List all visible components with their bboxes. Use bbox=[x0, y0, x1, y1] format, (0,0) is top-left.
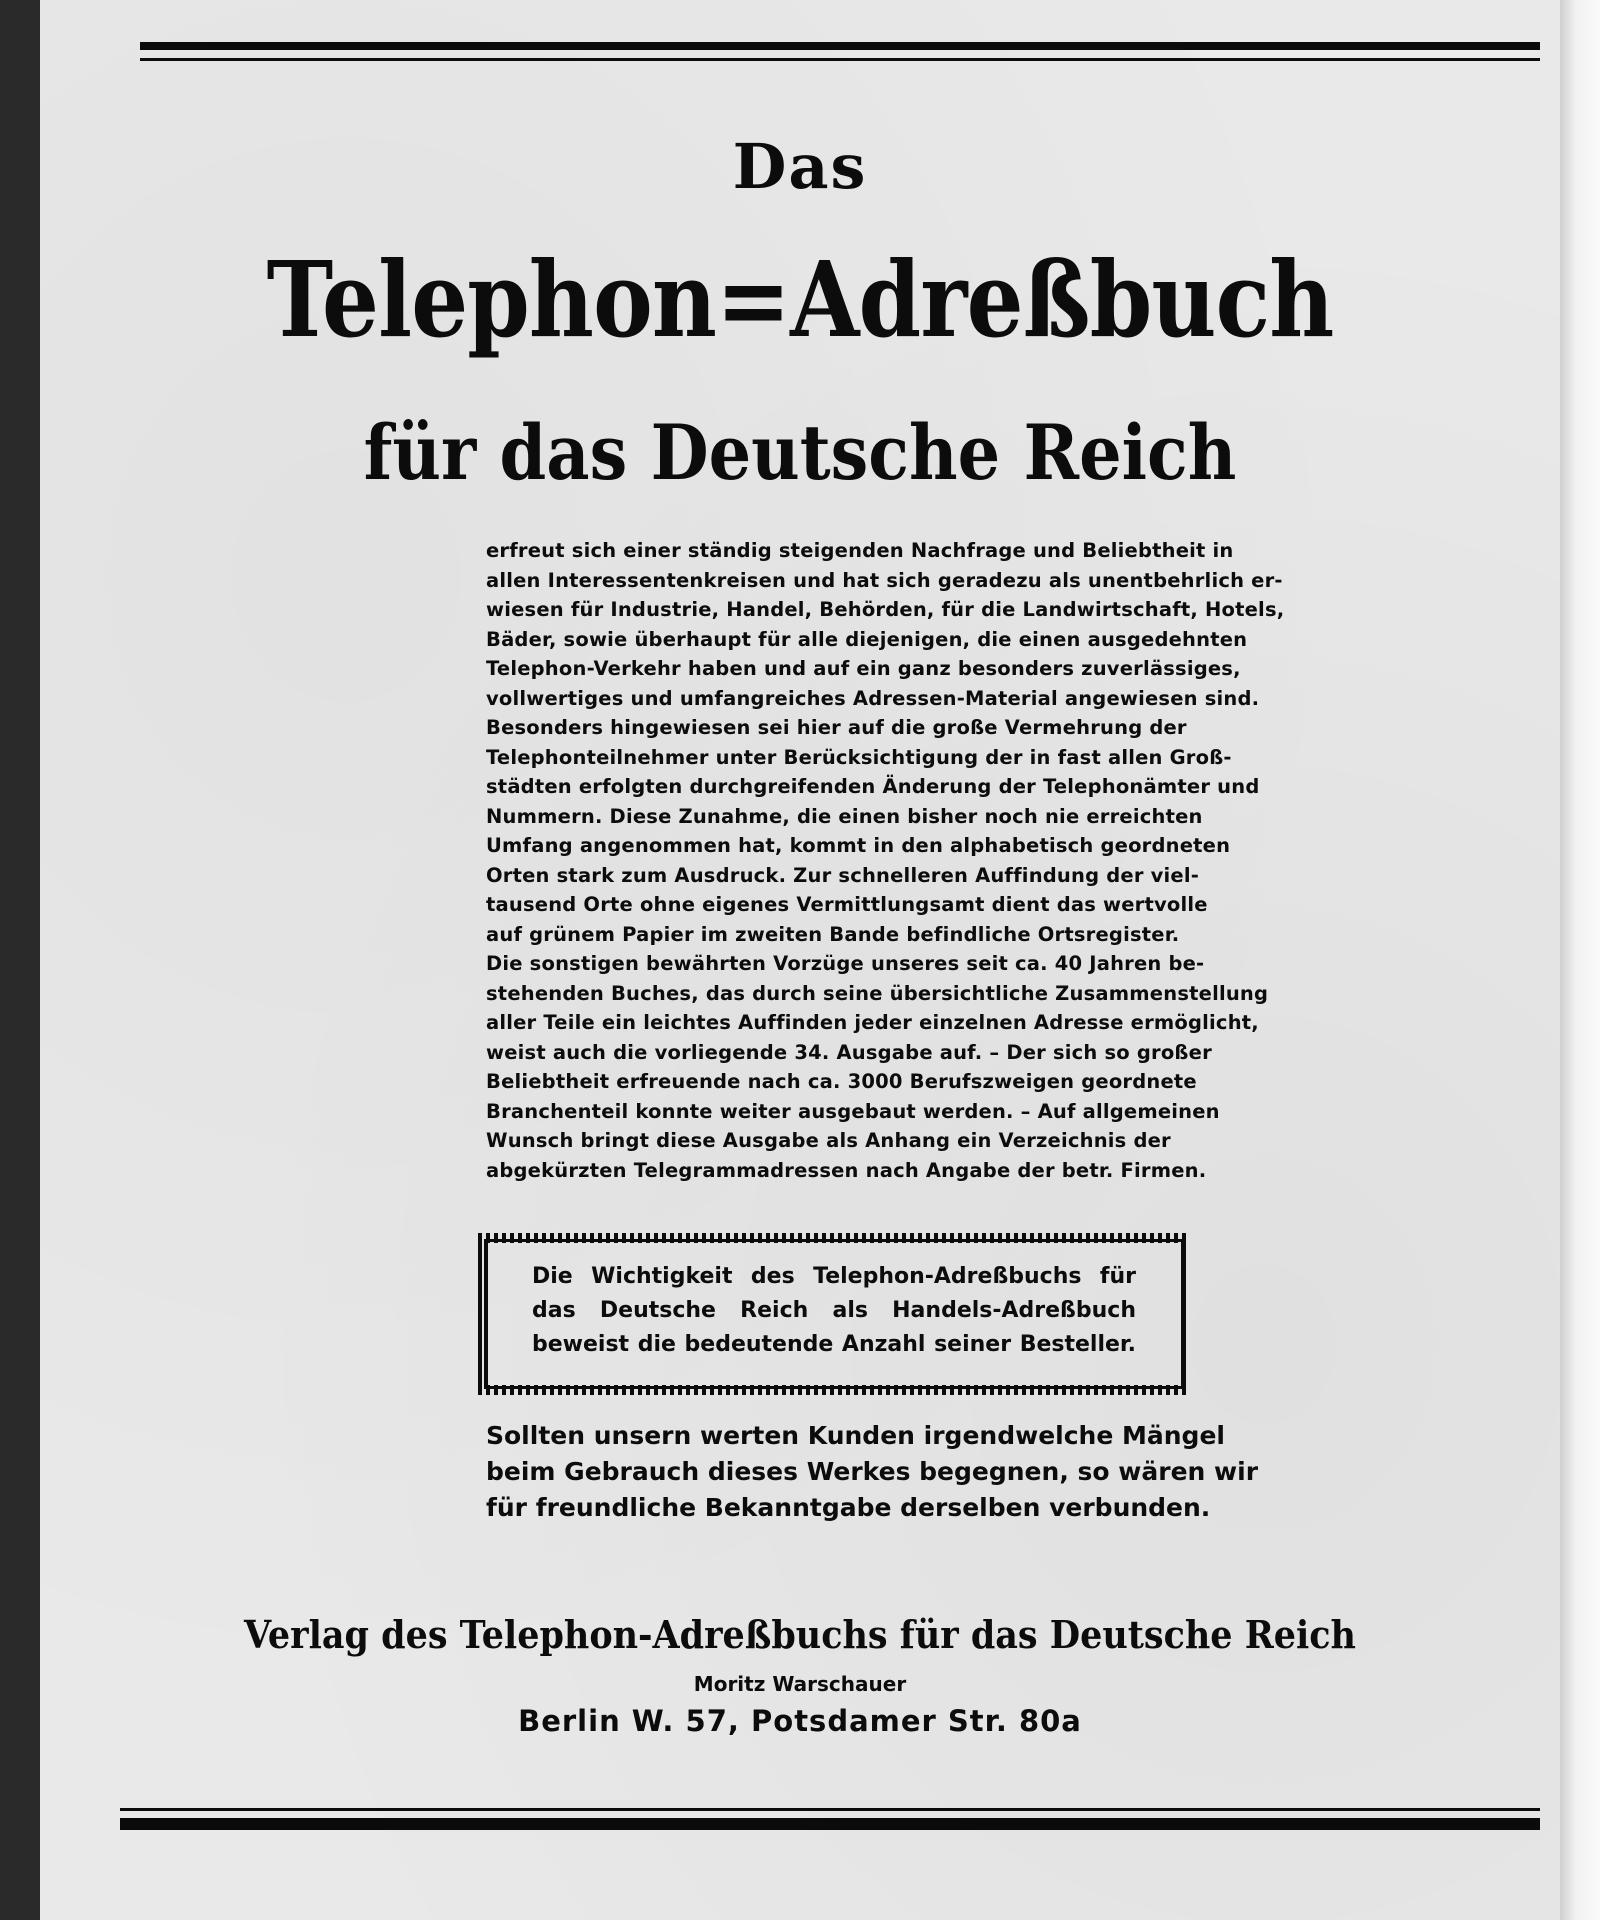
body-line: Telephonteilnehmer unter Berücksichtigung der in fast allen Groß- bbox=[486, 745, 1232, 769]
body-line: Telephon-Verkehr haben und auf ein ganz besonders zuverlässiges, bbox=[486, 657, 1241, 680]
body-line: aller Teile ein leichtes Auffinden jeder einzelnen Adresse ermöglicht, bbox=[486, 1011, 1259, 1034]
notice-text bbox=[532, 1260, 1136, 1362]
body-line: stehenden Buches, das durch seine übersichtliche Zusammenstellung bbox=[486, 981, 1269, 1005]
body-line: allen Interessentenkreisen und hat sich geradezu als unentbehrlich er- bbox=[486, 568, 1283, 592]
body-line: vollwertiges und umfangreiches Adressen-Material angewiesen sind. bbox=[486, 686, 1260, 710]
body-line: Die sonstigen bewährten Vorzüge unseres seit ca. 40 Jahren be- bbox=[486, 952, 1205, 975]
publisher-address: Berlin W. 57, Potsdamer Str. 80a bbox=[518, 1704, 1082, 1738]
kicker-heading: Das bbox=[732, 130, 868, 203]
closing-line: Sollten unsern werten Kunden irgendwelche Mängel bbox=[486, 1421, 1225, 1450]
notice-line: Die Wichtigkeit des Telephon-Adreßbuchs für bbox=[532, 1264, 1136, 1289]
closing-line: für freundliche Bekanntgabe derselben verbunden. bbox=[486, 1493, 1211, 1522]
closing-line: beim Gebrauch dieses Werkes begegnen, so wären wir bbox=[486, 1457, 1259, 1486]
main-title: Telephon=Adreßbuch bbox=[266, 238, 1334, 361]
body-line: Branchenteil konnte weiter ausgebaut werden. – Auf allgemeinen bbox=[486, 1099, 1220, 1123]
body-line: Bäder, sowie überhaupt für alle diejenigen, die einen ausgedehnten bbox=[486, 627, 1248, 651]
body-line: Besonders hingewiesen sei hier auf die große Vermehrung der bbox=[486, 716, 1187, 739]
body-line: wiesen für Industrie, Handel, Behörden, für die Landwirtschaft, Hotels, bbox=[486, 598, 1285, 621]
notice-line: das Deutsche Reich als Handels-Adreßbuch bbox=[532, 1298, 1136, 1323]
body-line: abgekürzten Telegrammadressen nach Angabe der betr. Firmen. bbox=[486, 1158, 1207, 1182]
notice-line: beweist die bedeutende Anzahl seiner Besteller. bbox=[532, 1332, 1136, 1357]
body-line: tausend Orte ohne eigenes Vermittlungsamt dient das wertvolle bbox=[486, 893, 1208, 916]
body-line: Beliebtheit erfreuende nach ca. 3000 Berufszweigen geordnete bbox=[486, 1070, 1197, 1093]
body-line: weist auch die vorliegende 34. Ausgabe auf. – Der sich so großer bbox=[486, 1040, 1212, 1064]
body-line: Umfang angenommen hat, kommt in den alphabetisch geordneten bbox=[486, 834, 1231, 857]
boxed-notice bbox=[478, 1233, 1190, 1395]
publisher-name: Verlag des Telephon-Adreßbuchs für das Deutsche Reich bbox=[244, 1612, 1356, 1657]
body-line: erfreut sich einer ständig steigenden Nachfrage und Beliebtheit in bbox=[486, 539, 1234, 562]
body-line: Wunsch bringt diese Ausgabe als Anhang ein Verzeichnis der bbox=[486, 1129, 1171, 1152]
body-line: Orten stark zum Ausdruck. Zur schnelleren Auffindung der viel- bbox=[486, 863, 1200, 887]
body-line: auf grünem Papier im zweiten Bande befindliche Ortsregister. bbox=[486, 922, 1180, 946]
body-line: städten erfolgten durchgreifenden Änderung der Telephonämter und bbox=[486, 775, 1260, 798]
body-line: Nummern. Diese Zunahme, die einen bisher noch nie erreichten bbox=[486, 804, 1203, 828]
publisher-owner: Moritz Warschauer bbox=[693, 1672, 907, 1696]
body-paragraph bbox=[486, 536, 1285, 1185]
subtitle: für das Deutsche Reich bbox=[363, 408, 1237, 497]
closing-paragraph bbox=[486, 1418, 1259, 1526]
